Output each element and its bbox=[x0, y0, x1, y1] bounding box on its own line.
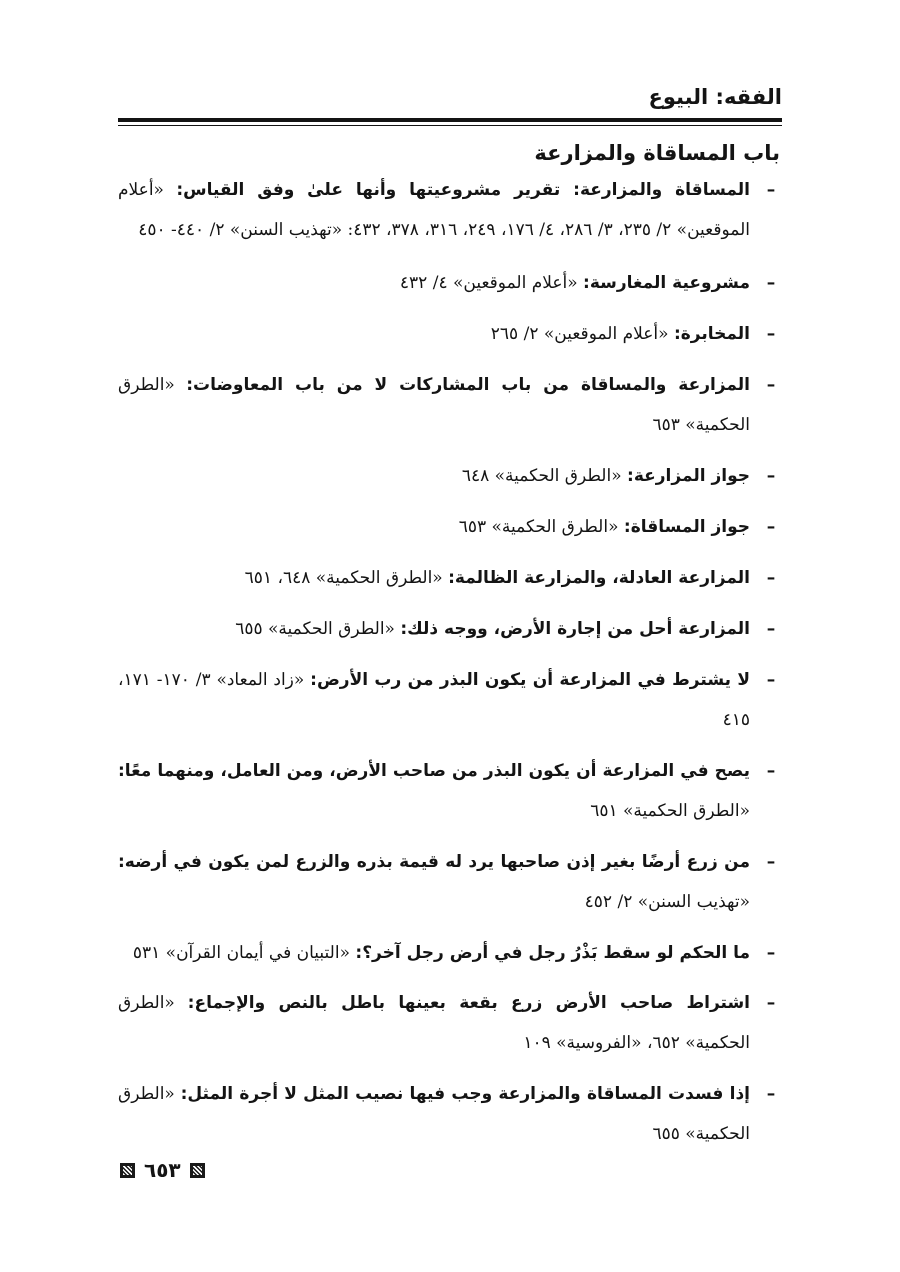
ornament-icon bbox=[120, 1163, 135, 1178]
entry-dash: – bbox=[766, 943, 776, 963]
entry-dash: – bbox=[766, 670, 776, 690]
entry-topic: يصح في المزارعة أن يكون البذر من صاحب الأرض، ومن العامل، ومنهما معًا: bbox=[118, 761, 750, 781]
entry-citations: «الطرق الحكمية» ٦٥١ bbox=[590, 801, 750, 821]
entry-topic: من زرع أرضًا بغير إذن صاحبها يرد له قيمة بذره والزرع لمن يكون في أرضه: bbox=[118, 852, 750, 872]
entry-dash: – bbox=[766, 324, 776, 344]
entry-citations: «أعلام الموقعين» ٤/ ٤٣٢ bbox=[399, 273, 578, 293]
index-entry bbox=[118, 558, 782, 598]
entry-citations: «الطرق الحكمية» ٦٥٥ bbox=[235, 619, 395, 639]
entry-topic: مشروعية المغارسة: bbox=[583, 273, 750, 293]
entry-dash: – bbox=[766, 466, 776, 486]
entry-citations: «الطرق الحكمية» ٦٥٥ bbox=[118, 1084, 750, 1144]
index-entry bbox=[118, 170, 782, 250]
entry-topic: جواز المزارعة: bbox=[627, 466, 750, 486]
entry-topic: جواز المساقاة: bbox=[623, 517, 750, 537]
entry-dash: – bbox=[766, 1084, 776, 1104]
entry-dash: – bbox=[766, 619, 776, 639]
entry-dash: – bbox=[766, 852, 776, 872]
entry-topic: المساقاة والمزارعة: تقرير مشروعيتها وأنها علىٰ وفق القياس: bbox=[176, 180, 750, 200]
entry-citations: «التبيان في أيمان القرآن» ٥٣١ bbox=[132, 943, 350, 963]
index-entry bbox=[118, 314, 782, 354]
entry-topic: المزارعة العادلة، والمزارعة الظالمة: bbox=[448, 568, 750, 588]
index-entry bbox=[118, 263, 782, 303]
entry-dash: – bbox=[766, 273, 776, 293]
index-entry bbox=[118, 660, 782, 740]
entry-citations: «الطرق الحكمية» ٦٤٨ bbox=[461, 466, 622, 486]
index-entry bbox=[118, 842, 782, 922]
entry-topic: إذا فسدت المساقاة والمزارعة وجب فيها نصيب المثل لا أجرة المثل: bbox=[180, 1084, 751, 1104]
index-entry bbox=[118, 933, 782, 973]
entry-dash: – bbox=[766, 568, 776, 588]
entry-topic: المزارعة أحل من إجارة الأرض، ووجه ذلك: bbox=[400, 619, 750, 639]
index-entry bbox=[118, 751, 782, 831]
entry-citations: «الطرق الحكمية» ٦٥٢، «الفروسية» ١٠٩ bbox=[118, 993, 750, 1053]
entry-citations: «الطرق الحكمية» ٦٥٣ bbox=[458, 517, 619, 537]
header-rule-thin bbox=[118, 125, 782, 126]
index-entry bbox=[118, 609, 782, 649]
page-number: ٦٥٣ bbox=[144, 1158, 181, 1182]
entry-topic: ما الحكم لو سقط بَذْرُ رجل في أرض رجل آخر؟: bbox=[355, 943, 750, 963]
entry-topic: اشتراط صاحب الأرض زرع بقعة بعينها باطل بالنص والإجماع: bbox=[187, 993, 750, 1013]
entry-topic: المخابرة: bbox=[673, 324, 750, 344]
entry-topic: المزارعة والمساقاة من باب المشاركات لا من باب المعاوضات: bbox=[186, 375, 750, 395]
entry-dash: – bbox=[766, 993, 776, 1013]
entry-citations: «تهذيب السنن» ٢/ ٤٥٢ bbox=[584, 892, 750, 912]
entry-dash: – bbox=[766, 517, 776, 537]
index-entry bbox=[118, 1074, 782, 1154]
ornament-icon bbox=[190, 1163, 205, 1178]
index-entry bbox=[118, 507, 782, 547]
entry-citations: «الطرق الحكمية» ٦٤٨، ٦٥١ bbox=[244, 568, 443, 588]
entry-citations: «أعلام الموقعين» ٢/ ٢٦٥ bbox=[490, 324, 669, 344]
page-footer bbox=[120, 1152, 205, 1188]
index-entry bbox=[118, 456, 782, 496]
entry-citations: «أعلام الموقعين» ٢/ ٢٣٥، ٣/ ٢٨٦، ٤/ ١٧٦، ٢٤٩، ٣١٦، ٣٧٨، ٤٣٢: «تهذيب السنن» ٢/ ٤٤٠- ٤٥٠ bbox=[118, 180, 750, 240]
index-entry bbox=[118, 365, 782, 445]
header-rule-thick bbox=[118, 118, 782, 122]
entry-dash: – bbox=[766, 761, 776, 781]
index-entries bbox=[118, 170, 782, 1154]
entry-topic: لا يشترط في المزارعة أن يكون البذر من رب الأرض: bbox=[310, 670, 751, 690]
section-title: باب المساقاة والمزارعة bbox=[534, 141, 780, 165]
running-header: الفقه: البيوع bbox=[648, 85, 782, 109]
entry-citations: «زاد المعاد» ٣/ ١٧٠- ١٧١، ٤١٥ bbox=[118, 670, 750, 730]
entry-dash: – bbox=[766, 375, 776, 395]
entry-citations: «الطرق الحكمية» ٦٥٣ bbox=[118, 375, 750, 435]
entry-dash: – bbox=[766, 180, 776, 200]
index-entry bbox=[118, 983, 782, 1063]
